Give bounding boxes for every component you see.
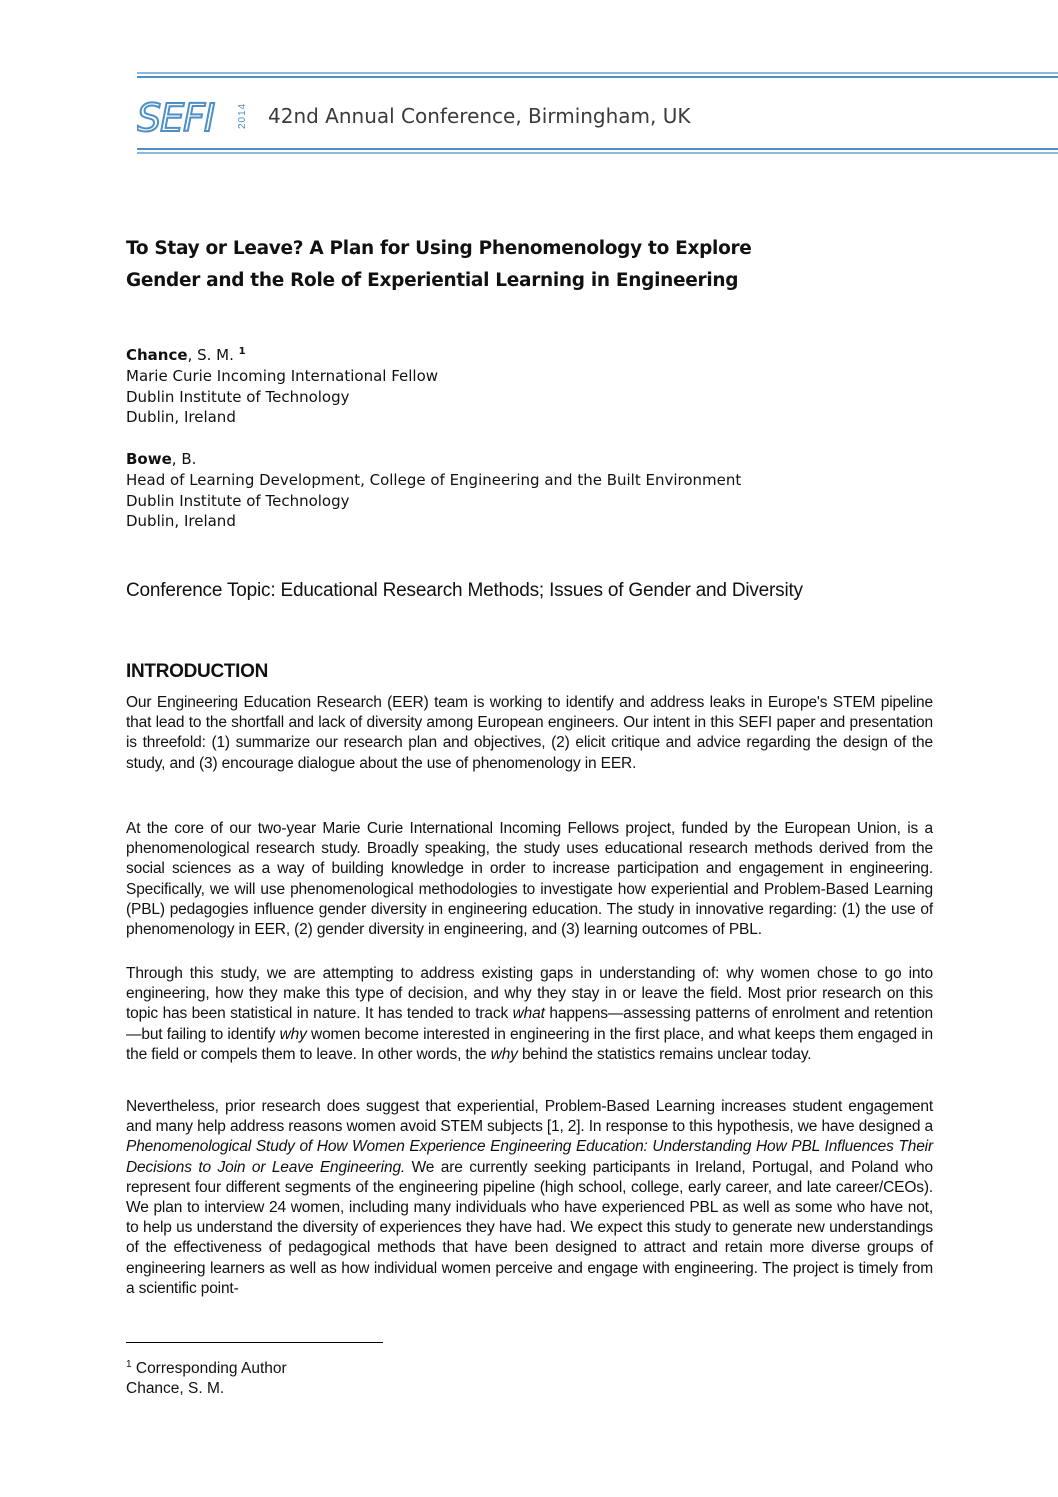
logo-year: 2014 [237,102,248,130]
author-block-1 [126,342,438,428]
header-top-line-light [137,72,1058,74]
author-initials: , B. [171,450,197,468]
paper-title [126,233,926,297]
sefi-logo [137,96,252,136]
author-location: Dublin, Ireland [126,408,236,427]
p4-text-b: We are currently seeking participants in Ireland, Portugal, and Poland who represent four different segments of the engineering pipeline (high school, college, early career, and late career/CEOs). We plan to interview 24 women, including many individuals who have experienced PBL as well as some who have not, to help us understand the diversity of experiences they have had. We expect this study to generate new understandings of the effectiveness of pedagogical methods that have been designed to attract and retain more diverse groups of engineering learners as well as how individual women perceive and engage with engineering. The project is timely from a scientific point- [126,1158,933,1297]
author-institution: Dublin Institute of Technology [126,491,350,510]
author-block-2 [126,449,741,532]
footnote-name: Chance, S. M. [126,1380,225,1397]
title-line-2: Gender and the Role of Experiential Learning in Engineering [126,270,739,291]
author-footnote-marker: 1 [238,346,246,357]
conference-header [137,72,1058,154]
p3-text-a: Through this study, we are attempting to address existing gaps in understanding of: why women chose to go into engineering, how they make this type of decision, and why they stay in or leave the field. Most prior research on this topic has been statistical in nature. It has tended to track [126,965,933,1023]
author-name [126,342,438,366]
author-location: Dublin, Ireland [126,512,236,531]
conference-topic: Conference Topic: Educational Research Methods; Issues of Gender and Diversity [126,580,803,601]
p4-text-a: Nevertheless, prior research does suggest that experiential, Problem-Based Learning increases student engagement and many help address reasons women avoid STEM subjects [1, 2]. In response to this hypothesis, we have designed a [126,1098,933,1136]
header-top-line-dark [137,76,1058,78]
p3-text-b: happens—assessing patterns of enrolment and retention—but failing to identify [126,1005,933,1043]
title-line-1: To Stay or Leave? A Plan for Using Phenomenology to Explore [126,238,752,259]
footnote-marker: 1 [126,1359,132,1370]
author-initials: , S. M. [187,346,234,364]
p3-emph-why: why [279,1025,307,1043]
author-affiliation: Head of Learning Development, College of Engineering and the Built Environment [126,470,742,489]
header-bottom-line-dark [137,148,1058,150]
author-affiliation: Marie Curie Incoming International Fellow [126,366,439,385]
p3-text-c: women become interested in engineering in the first place, and what keeps them engaged in the field or compels them to leave. In other words, the [126,1025,933,1063]
author-surname: Bowe [126,450,172,468]
paragraph-3 [126,964,933,1065]
section-heading: INTRODUCTION [126,661,269,682]
conference-title: 42nd Annual Conference, Birmingham, UK [268,104,691,128]
p3-text-d: behind the statistics remains unclear today. [517,1045,812,1063]
author-name [126,449,741,470]
header-bottom-line-light [137,152,1058,154]
footnote-text: Corresponding Author [131,1360,287,1377]
p3-emph-what: what [512,1005,545,1023]
footnote [126,1355,287,1399]
p3-emph-why-2: why [490,1045,518,1063]
author-institution: Dublin Institute of Technology [126,387,350,406]
author-surname: Chance [126,346,188,364]
p4-study-title: Phenomenological Study of How Women Experience Engineering Education: Understanding How PBL Influences Their Decisions to Join or Leave Engineering. [126,1138,933,1176]
paragraph-1: Our Engineering Education Research (EER) team is working to identify and address leaks in Europe's STEM pipeline that lead to the shortfall and lack of diversity among European engineers. Our intent in this SEFI paper and presentation is threefold: (1) summarize our research plan and objectives, (2) elicit critique and advice regarding the design of the study, and (3) encourage dialogue about the use of phenomenology in EER. [126,694,933,772]
paragraph-2: At the core of our two-year Marie Curie International Incoming Fellows project, funded by the European Union, is a phenomenological research study. Broadly speaking, the study uses educational research methods derived from the social sciences as a way of building knowledge in order to increase participation and engagement in engineering. Specifically, we will use phenomenological methodologies to investigate how experiential and Problem-Based Learning (PBL) pedagogies influence gender diversity in engineering education. The study in innovative regarding: (1) the use of phenomenology in EER, (2) gender diversity in engineering, and (3) learning outcomes of PBL. [126,820,933,939]
footnote-line-1 [126,1355,287,1379]
footnote-rule [126,1342,383,1343]
sefi-logo-text: SEFI [137,96,215,136]
paragraph-4 [126,1097,933,1299]
